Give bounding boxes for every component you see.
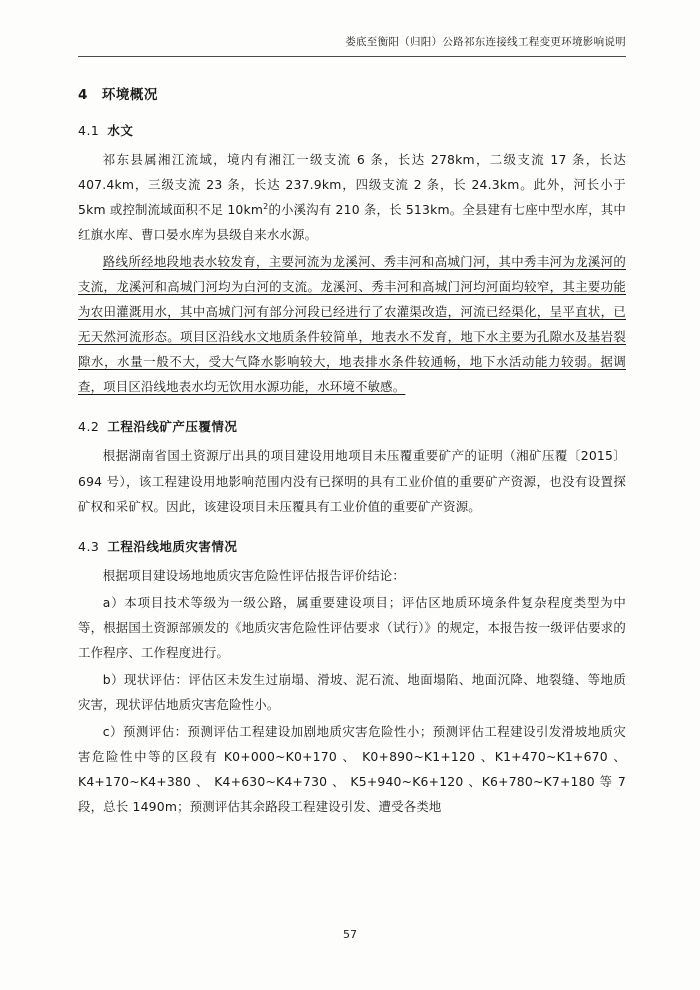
subsection-number-42: 4.2 — [78, 419, 100, 435]
page-number: 57 — [343, 928, 357, 941]
section-title: 环境概况 — [101, 87, 158, 103]
header-divider — [78, 56, 626, 57]
paragraph-42-1: 根据湖南省国土资源厅出具的项目建设用地项目未压覆重要矿产的证明（湘矿压覆〔2015〕694 号），该工程建设用地影响范围内没有已探明的具有工业价值的重要矿产资源，也没有设置探矿权和采矿权。因此，该建设项目未压覆具有工业价值的重要矿产资源。 — [78, 448, 626, 514]
section-number: 4 — [78, 87, 88, 103]
subsection-heading-geohazard — [78, 537, 626, 555]
subsection-title-43: 工程沿线地质灾害情况 — [107, 538, 238, 554]
paragraph-43-3: b）现状评估：评估区未发生过崩塌、滑坡、泥石流、地面塌陷、地面沉降、地裂缝、等地质灾害，现状评估地质灾害危险性小。 — [78, 671, 626, 712]
subsection-heading-mineral — [78, 417, 626, 435]
paragraph-43-4: c）预测评估：预测评估工程建设加剧地质灾害危险性小；预测评估工程建设引发滑坡地质灾害危险性中等的区段有 K0+000~K0+170 、 K0+890~K1+120 、K1+470~K1+670 、 K4+170~K4+380 、 K4+630~K4+730 、 K5+940~K6+120 、K6+780~K7+180 等 7 段，总长 1490m；预测评估其余路段工程建设引发、遭受各类地 — [78, 723, 626, 815]
running-header: 娄底至衡阳（归阳）公路祁东连接线工程变更环境影响说明 — [345, 36, 626, 48]
paragraph-41-1: 祁东县属湘江流域，境内有湘江一级支流 6 条，长达 278km，二级支流 17 条，长达 407.4km，三级支流 23 条，长达 237.9km，四级支流 2 条，长 24.3km。此外，河长小于 5km 或控制流域面积不足 $10km^2$的小溪沟有 210 条，长 513km。全县建有七座中型水库，其中红旗水库、曹口晏水库为县级自来水水源。 — [78, 152, 626, 243]
paragraph-43-2: a）本项目技术等级为一级公路，属重要建设项目；评估区地质环境条件复杂程度类型为中等，根据国土资源部颁发的《地质灾害危险性评估要求（试行）》的规定，本报告按一级评估要求的工作程序、工作程度进行。 — [78, 594, 626, 660]
paragraph-43-1: 根据项目建设场地地质灾害危险性评估报告评价结论： — [102, 567, 405, 583]
paragraph-41-2: 路线所经地段地表水较发育，主要河流为龙溪河、秀丰河和高城门河，其中秀丰河为龙溪河的支流，龙溪河和高城门河均为白河的支流。龙溪河、秀丰河和高城门河均河面均较窄，其主要功能为农田灌溉用水，其中高城门河有部分河段已经进行了农灌渠改造，河流已经渠化，呈平直状，已无天然河流形态。项目区沿线水文地质条件较简单，地表水不发育，地下水主要为孔隙水及基岩裂隙水，水量一般不大，受大气降水影响较大，地表排水条件较通畅，地下水活动能力较弱。据调查，项目区沿线地表水均无饮用水源功能，水环境不敏感。 — [78, 254, 626, 395]
subsection-title-42: 工程沿线矿产压覆情况 — [107, 419, 238, 435]
subsection-title-41: 水文 — [107, 123, 134, 138]
subsection-number-43: 4.3 — [78, 538, 100, 554]
subsection-heading-water — [78, 121, 626, 139]
section-heading — [78, 83, 626, 103]
subsection-number-41: 4.1 — [78, 123, 100, 138]
page-content — [78, 34, 626, 821]
